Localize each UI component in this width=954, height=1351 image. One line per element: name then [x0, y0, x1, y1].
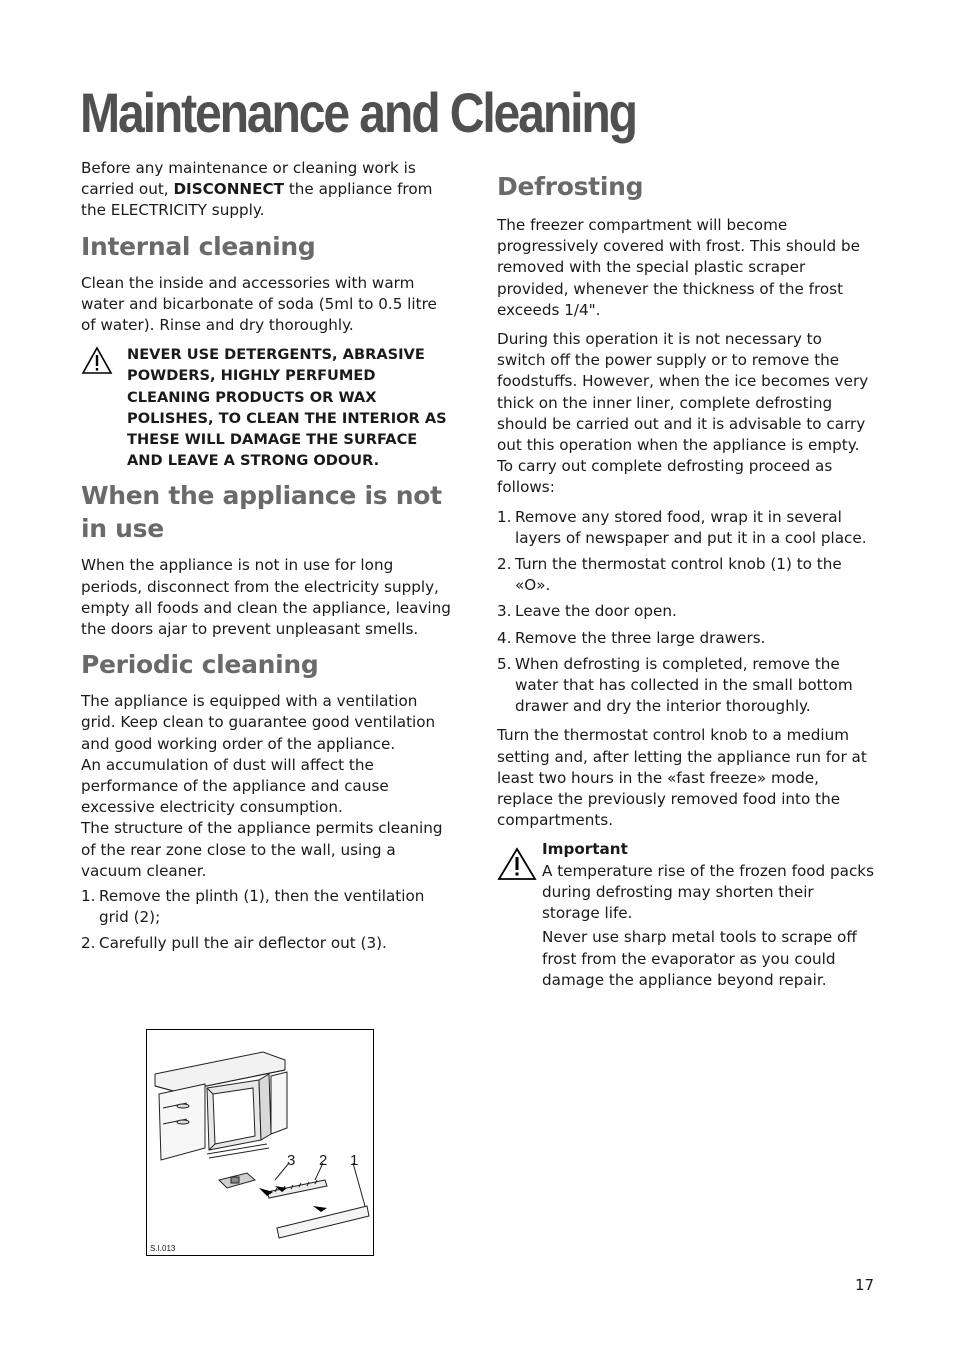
step-number: 4.	[497, 628, 512, 647]
important-note	[497, 839, 875, 990]
step-text: Carefully pull the air deflector out (3).	[99, 934, 387, 953]
detergent-warning	[81, 344, 455, 471]
important-title: Important	[542, 840, 628, 859]
important-p1: A temperature rise of the frozen food packs during defrosting may shorten their storage life.	[542, 861, 874, 923]
internal-cleaning-heading: Internal cleaning	[81, 231, 316, 261]
defrosting-p1: The freezer compartment will become progressively covered with frost. This should be removed with the special plastic scraper provided, whenever the thickness of the frost exceeds 1/4".	[497, 216, 860, 319]
step-text: Remove the plinth (1), then the ventilation grid (2);	[99, 887, 425, 927]
figure-label: 1	[350, 1152, 359, 1169]
step-number: 2.	[497, 555, 512, 574]
step-number: 1.	[497, 507, 512, 526]
periodic-cleaning-steps	[81, 886, 455, 955]
step-text: Leave the door open.	[515, 602, 677, 621]
list-item	[497, 628, 875, 649]
defrosting-p4: Turn the thermostat control knob to a medium setting and, after letting the appliance run for at least two hours in the «fast freeze» mode, replace the previously removed food into the compartments.	[497, 726, 867, 830]
defrosting-heading: Defrosting	[497, 172, 644, 201]
page-number: 17	[855, 1276, 875, 1294]
list-item	[497, 654, 875, 718]
left-column	[81, 158, 455, 963]
list-item	[497, 554, 875, 596]
periodic-cleaning-heading: Periodic cleaning	[81, 650, 319, 680]
periodic-cleaning-p3: The structure of the appliance permits cleaning of the rear zone close to the wall, using a vacuum cleaner.	[81, 819, 443, 880]
intro-paragraph	[81, 158, 455, 222]
figure-code: S.I.013	[150, 1244, 176, 1253]
figure-label: 2	[319, 1152, 328, 1169]
list-item	[497, 507, 875, 549]
appliance-illustration	[147, 1030, 373, 1255]
step-text: Remove any stored food, wrap it in several layers of newspaper and put it in a cool place.	[515, 507, 867, 547]
plinth-removal-figure	[146, 1029, 374, 1256]
right-column	[497, 158, 875, 994]
defrosting-p2: During this operation it is not necessary to switch off the power supply or to remove the foodstuffs. However, when the ice becomes very thick on the inner liner, complete defrosting should be carried out and it is advisable to carry out this operation when the appliance is empty.	[497, 330, 869, 455]
figure-label: 3	[287, 1152, 296, 1169]
step-number: 5.	[497, 654, 512, 673]
defrosting-steps	[497, 507, 875, 718]
not-in-use-heading: When the appliance is not in use	[81, 481, 442, 544]
intro-text-after: the appliance from the ELECTRICITY supply.	[81, 180, 433, 220]
intro-text-before: Before any maintenance or cleaning work is carried out,	[81, 159, 416, 199]
list-item	[81, 933, 455, 954]
periodic-cleaning-p2: An accumulation of dust will affect the performance of the appliance and cause excessive electricity consumption.	[81, 755, 389, 817]
important-p2: Never use sharp metal tools to scrape off frost from the evaporator as you could damage the appliance beyond repair.	[542, 928, 857, 989]
step-number: 3.	[497, 602, 512, 621]
page-title: Maintenance and Cleaning	[80, 81, 636, 144]
defrosting-p3: To carry out complete defrosting proceed as follows:	[497, 457, 833, 497]
step-text: Remove the three large drawers.	[515, 628, 766, 647]
periodic-cleaning-p1: The appliance is equipped with a ventilation grid. Keep clean to guarantee good ventilation and good working order of the appliance.	[81, 692, 436, 753]
warning-triangle-icon	[81, 346, 113, 381]
intro-emphasis: DISCONNECT	[173, 180, 285, 199]
list-item	[497, 601, 875, 622]
warning-text: NEVER USE DETERGENTS, ABRASIVE POWDERS, HIGHLY PERFUMED CLEANING PRODUCTS OR WAX POLISHES, TO CLEAN THE INTERIOR AS THESE WILL DAMAGE THE SURFACE AND LEAVE A STRONG ODOUR.	[127, 346, 447, 470]
step-text: Turn the thermostat control knob (1) to the «O».	[515, 555, 842, 595]
step-number: 1.	[81, 887, 96, 906]
list-item	[81, 886, 455, 928]
step-text: When defrosting is completed, remove the water that has collected in the small bottom drawer and dry the interior thoroughly.	[515, 654, 853, 716]
warning-triangle-icon	[497, 847, 537, 887]
step-number: 2.	[81, 934, 96, 953]
not-in-use-body: When the appliance is not in use for long periods, disconnect from the electricity supply, empty all foods and clean the appliance, leaving the doors ajar to prevent unpleasant smells.	[81, 556, 451, 639]
internal-cleaning-body: Clean the inside and accessories with warm water and bicarbonate of soda (5ml to 0.5 litre of water). Rinse and dry thoroughly.	[81, 273, 437, 335]
